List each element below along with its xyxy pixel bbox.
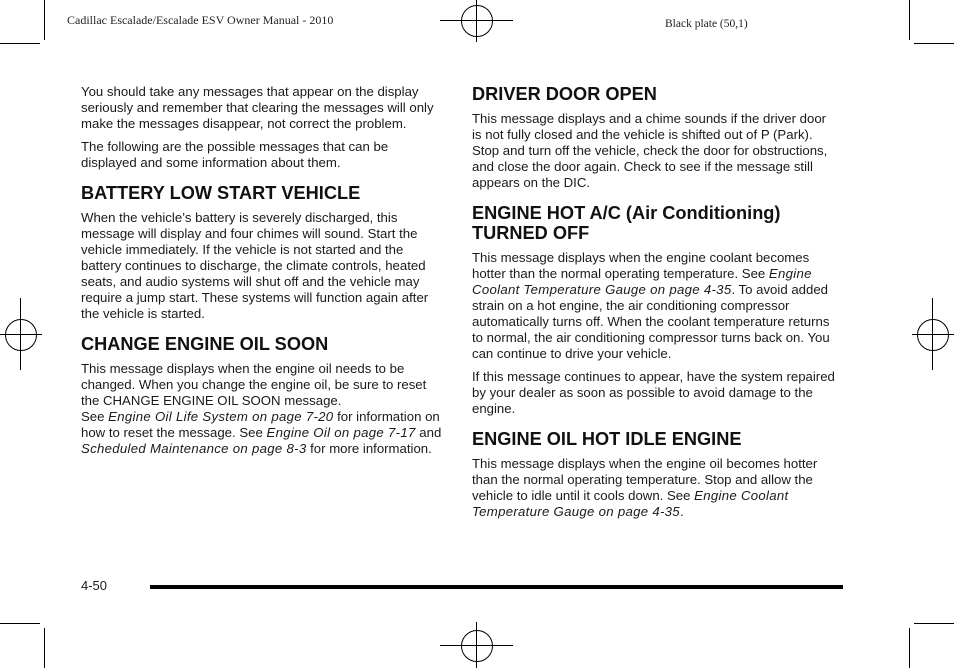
section-heading: ENGINE OIL HOT IDLE ENGINE: [472, 429, 742, 449]
registration-mark: [917, 319, 949, 351]
registration-line: [476, 0, 477, 42]
body-text: .: [679, 504, 684, 519]
crop-mark: [914, 623, 954, 624]
cross-reference-link[interactable]: Scheduled Maintenance on page 8-3: [81, 441, 307, 456]
section-body: If this message continues to appear, have the system repaired by your dealer as soon as possible to avoid damage to the engine.: [472, 369, 835, 416]
body-text: . To avoid added strain on a hot engine, the air conditioning compressor automatically turns off. When the coolant temperature returns to normal, the air conditioning compressor turns back on. You can continue to drive your vehicle.: [472, 282, 830, 361]
left-column: [81, 84, 443, 464]
body-text: and: [419, 425, 442, 440]
crop-mark: [0, 623, 40, 624]
manual-title-header: Cadillac Escalade/Escalade ESV Owner Manual - 2010: [67, 13, 334, 27]
registration-mark: [461, 630, 493, 662]
cross-reference-link[interactable]: Engine Coolant Temperature Gauge on page 4-35: [472, 488, 789, 519]
crop-mark: [44, 0, 45, 40]
section-heading: CHANGE ENGINE OIL SOON: [81, 334, 329, 354]
registration-line: [20, 298, 21, 370]
body-text: See: [81, 409, 105, 424]
registration-mark: [461, 5, 493, 37]
plate-header: Black plate (50,1): [665, 18, 748, 30]
intro-paragraph: You should take any messages that appear on the display seriously and remember that clearing the messages will only make the messages disappear, not correct the problem.: [81, 84, 434, 131]
right-column: [472, 84, 838, 527]
body-text: This message displays when the engine coolant becomes hotter than the normal operating temperature. See: [472, 250, 810, 281]
section-heading: ENGINE HOT A/C (Air Conditioning) TURNED OFF: [472, 203, 781, 243]
crop-mark: [0, 43, 40, 44]
registration-line: [476, 622, 477, 668]
crop-mark: [909, 0, 910, 40]
registration-line: [912, 334, 954, 335]
section-body: [472, 456, 838, 520]
body-text: for information on how to reset the message. See: [81, 409, 440, 440]
crop-mark: [914, 43, 954, 44]
body-text: for more information.: [310, 441, 432, 456]
section-body: [472, 250, 838, 362]
crop-mark: [909, 628, 910, 668]
registration-line: [932, 298, 933, 370]
cross-reference-link[interactable]: Engine Oil Life System on page 7-20: [108, 409, 334, 424]
section-body: [81, 361, 443, 457]
intro-paragraph: The following are the possible messages that can be displayed and some information about them.: [81, 139, 389, 170]
registration-mark: [5, 319, 37, 351]
registration-line: [0, 334, 42, 335]
section-body: When the vehicle’s battery is severely discharged, this message will display and four chimes will sound. Start the vehicle immediately. If the vehicle is not started and the battery continues to discharge, the climate controls, heated seats, and audio systems will shut off and the vehicle may require a jump start. These systems will function again after the vehicle is started.: [81, 210, 429, 321]
footer-rule: [150, 585, 843, 589]
section-body: This message displays and a chime sounds if the driver door is not fully closed and the vehicle is shifted out of P (Park). Stop and turn off the vehicle, check the door for obstructions, and close the door again. Check to see if the message still appears on the DIC.: [472, 111, 828, 190]
body-text: This message displays when the engine oil needs to be changed. When you change the engine oil, be sure to reset the CHANGE ENGINE OIL SOON message.: [81, 361, 427, 408]
cross-reference-link[interactable]: Engine Oil on page 7-17: [266, 425, 416, 440]
page-number: 4-50: [81, 578, 108, 593]
body-text: This message displays when the engine oil becomes hotter than the normal operating temperature. Stop and allow the vehicle to idle until it cools down. See: [472, 456, 818, 503]
section-heading: BATTERY LOW START VEHICLE: [81, 183, 361, 203]
crop-mark: [44, 628, 45, 668]
section-heading: DRIVER DOOR OPEN: [472, 84, 657, 104]
cross-reference-link[interactable]: Engine Coolant Temperature Gauge on page 4-35: [472, 266, 812, 297]
